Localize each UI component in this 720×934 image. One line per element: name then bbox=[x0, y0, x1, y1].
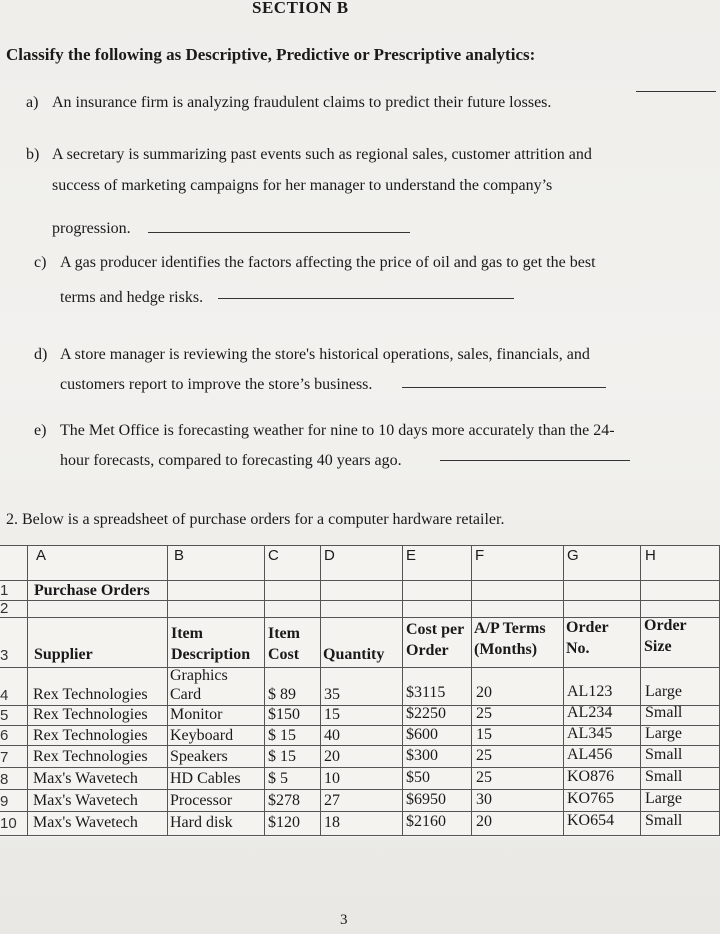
column-header-h: H bbox=[645, 547, 656, 564]
item-text: The Met Office is forecasting weather for nine to 10 days more accurately than the 24- bbox=[60, 422, 615, 439]
column-header-f: F bbox=[475, 547, 485, 564]
cell-terms: 30 bbox=[476, 791, 492, 808]
cell-size: Large bbox=[645, 790, 683, 807]
cell-quantity: 10 bbox=[324, 770, 340, 787]
cell-terms: 15 bbox=[476, 726, 492, 743]
grid-line bbox=[27, 545, 28, 835]
cell-order-no: KO654 bbox=[567, 812, 615, 829]
cell-order-no: AL123 bbox=[567, 683, 613, 700]
section-heading: SECTION B bbox=[252, 0, 349, 17]
cell-terms: 25 bbox=[476, 705, 492, 722]
row-number: 6 bbox=[0, 727, 9, 744]
item-text: A store manager is reviewing the store's historical operations, sales, financials, and bbox=[60, 346, 590, 363]
row-number: 3 bbox=[0, 647, 9, 664]
cell-cost: $ 15 bbox=[268, 727, 296, 744]
page-number: 3 bbox=[340, 912, 348, 928]
item-label: b) bbox=[26, 146, 40, 163]
cell-order-no: KO765 bbox=[567, 790, 615, 807]
cell-quantity: 15 bbox=[324, 706, 340, 723]
cell-description: Hard disk bbox=[170, 814, 233, 831]
grid-line bbox=[0, 545, 720, 546]
grid-line bbox=[320, 545, 321, 835]
cell-order-cost: $50 bbox=[406, 769, 430, 786]
grid-line bbox=[0, 667, 720, 668]
header-cost-per-order-2: Order bbox=[406, 642, 449, 659]
question-1d bbox=[34, 346, 590, 364]
cell-description: Monitor bbox=[170, 706, 223, 723]
cell-terms: 25 bbox=[476, 747, 492, 764]
row-number: 4 bbox=[0, 687, 9, 704]
header-ap-terms-1: A/P Terms bbox=[474, 620, 546, 637]
cell-cost: $ 5 bbox=[268, 770, 288, 787]
cell-size: Small bbox=[645, 704, 683, 721]
cell-supplier: Rex Technologies bbox=[33, 686, 148, 703]
cell-quantity: 20 bbox=[324, 748, 340, 765]
cell-order-cost: $6950 bbox=[406, 791, 446, 808]
cell-order-cost: $2250 bbox=[406, 705, 446, 722]
cell-cost: $278 bbox=[268, 792, 300, 809]
question-1e bbox=[34, 422, 615, 440]
column-header-d: D bbox=[324, 547, 335, 564]
answer-blank-d[interactable] bbox=[402, 387, 606, 388]
column-header-e: E bbox=[406, 547, 417, 564]
question-1c bbox=[34, 254, 596, 272]
question-2-prompt: 2. Below is a spreadsheet of purchase orders for a computer hardware retailer. bbox=[6, 511, 505, 528]
cell-quantity: 27 bbox=[324, 792, 340, 809]
item-label: e) bbox=[34, 422, 47, 439]
cell-order-no: AL345 bbox=[567, 725, 613, 742]
row-number: 1 bbox=[0, 582, 9, 599]
grid-line bbox=[0, 600, 720, 601]
answer-blank-b[interactable] bbox=[148, 232, 410, 233]
sheet-title: Purchase Orders bbox=[34, 582, 150, 599]
cell-supplier: Max's Wavetech bbox=[33, 792, 138, 809]
row-number: 5 bbox=[0, 707, 9, 724]
answer-blank-e[interactable] bbox=[440, 460, 630, 461]
cell-quantity: 18 bbox=[324, 814, 340, 831]
cell-order-cost: $3115 bbox=[406, 684, 446, 701]
cell-supplier: Rex Technologies bbox=[33, 727, 148, 744]
grid-line bbox=[0, 617, 720, 618]
column-header-g: G bbox=[567, 547, 579, 564]
question-1b-line-3: progression. bbox=[52, 220, 131, 237]
cell-order-cost: $2160 bbox=[406, 813, 446, 830]
question-1d-line-2: customers report to improve the store’s business. bbox=[60, 376, 373, 393]
cell-description: Graphics bbox=[170, 667, 228, 684]
cell-size: Large bbox=[645, 725, 683, 742]
cell-order-cost: $600 bbox=[406, 726, 438, 743]
cell-cost: $ 89 bbox=[268, 686, 296, 703]
row-number: 9 bbox=[0, 793, 9, 810]
question-1b bbox=[26, 146, 592, 164]
cell-terms: 25 bbox=[476, 769, 492, 786]
row-number: 8 bbox=[0, 771, 9, 788]
header-item-description-2: Description bbox=[171, 646, 251, 663]
question-1-prompt: Classify the following as Descriptive, Predictive or Prescriptive analytics: bbox=[6, 45, 536, 64]
cell-description: Card bbox=[170, 686, 202, 703]
item-text: An insurance firm is analyzing fraudulent claims to predict their future losses. bbox=[52, 94, 552, 111]
cell-terms: 20 bbox=[476, 813, 492, 830]
item-label: d) bbox=[34, 346, 48, 363]
item-label: c) bbox=[34, 254, 47, 271]
header-item-cost-2: Cost bbox=[268, 646, 300, 663]
grid-line bbox=[0, 835, 720, 836]
question-1a bbox=[26, 94, 551, 112]
cell-supplier: Max's Wavetech bbox=[33, 814, 138, 831]
column-header-c: C bbox=[268, 547, 279, 564]
cell-terms: 20 bbox=[476, 684, 492, 701]
item-label: a) bbox=[26, 94, 39, 111]
grid-line bbox=[0, 580, 720, 581]
cell-description: Keyboard bbox=[170, 727, 234, 744]
header-ap-terms-2: (Months) bbox=[474, 641, 538, 658]
cell-quantity: 40 bbox=[324, 727, 340, 744]
cell-order-cost: $300 bbox=[406, 747, 438, 764]
cell-cost: $150 bbox=[268, 706, 300, 723]
cell-description: Speakers bbox=[170, 748, 228, 765]
question-1c-line-2: terms and hedge risks. bbox=[60, 289, 204, 306]
header-order-no-1: Order bbox=[566, 619, 609, 636]
header-order-size-1: Order bbox=[644, 617, 687, 634]
header-supplier: Supplier bbox=[34, 646, 93, 663]
cell-supplier: Rex Technologies bbox=[33, 706, 148, 723]
item-text: A gas producer identifies the factors affecting the price of oil and gas to get the best bbox=[60, 254, 596, 271]
grid-line bbox=[471, 545, 472, 835]
grid-line bbox=[167, 545, 168, 835]
header-quantity: Quantity bbox=[323, 646, 385, 663]
cell-order-no: AL456 bbox=[567, 746, 613, 763]
cell-description: Processor bbox=[170, 792, 233, 809]
header-cost-per-order-1: Cost per bbox=[406, 621, 465, 638]
row-number: 2 bbox=[0, 600, 9, 617]
row-number: 7 bbox=[0, 749, 9, 766]
grid-line bbox=[640, 545, 641, 835]
header-item-cost-1: Item bbox=[268, 625, 300, 642]
answer-blank-a[interactable] bbox=[636, 91, 716, 92]
grid-line bbox=[402, 545, 403, 835]
grid-line bbox=[264, 545, 265, 835]
cell-supplier: Max's Wavetech bbox=[33, 770, 138, 787]
cell-order-no: KO876 bbox=[567, 768, 615, 785]
question-1b-line-2: success of marketing campaigns for her manager to understand the company’s bbox=[52, 177, 553, 194]
item-text: A secretary is summarizing past events such as regional sales, customer attrition and bbox=[52, 146, 592, 163]
header-order-size-2: Size bbox=[644, 638, 672, 655]
grid-line bbox=[563, 545, 564, 835]
header-item-description-1: Item bbox=[171, 625, 203, 642]
cell-size: Small bbox=[645, 746, 683, 763]
column-header-a: A bbox=[36, 547, 47, 564]
answer-blank-c[interactable] bbox=[218, 298, 514, 299]
cell-quantity: 35 bbox=[324, 686, 340, 703]
cell-size: Large bbox=[645, 683, 683, 700]
cell-description: HD Cables bbox=[170, 770, 241, 787]
cell-cost: $120 bbox=[268, 814, 300, 831]
cell-order-no: AL234 bbox=[567, 704, 613, 721]
cell-size: Small bbox=[645, 812, 683, 829]
cell-supplier: Rex Technologies bbox=[33, 748, 148, 765]
column-header-b: B bbox=[174, 547, 185, 564]
question-1e-line-2: hour forecasts, compared to forecasting 40 years ago. bbox=[60, 452, 402, 469]
row-number: 10 bbox=[0, 815, 17, 832]
header-order-no-2: No. bbox=[566, 640, 590, 657]
cell-size: Small bbox=[645, 768, 683, 785]
cell-cost: $ 15 bbox=[268, 748, 296, 765]
